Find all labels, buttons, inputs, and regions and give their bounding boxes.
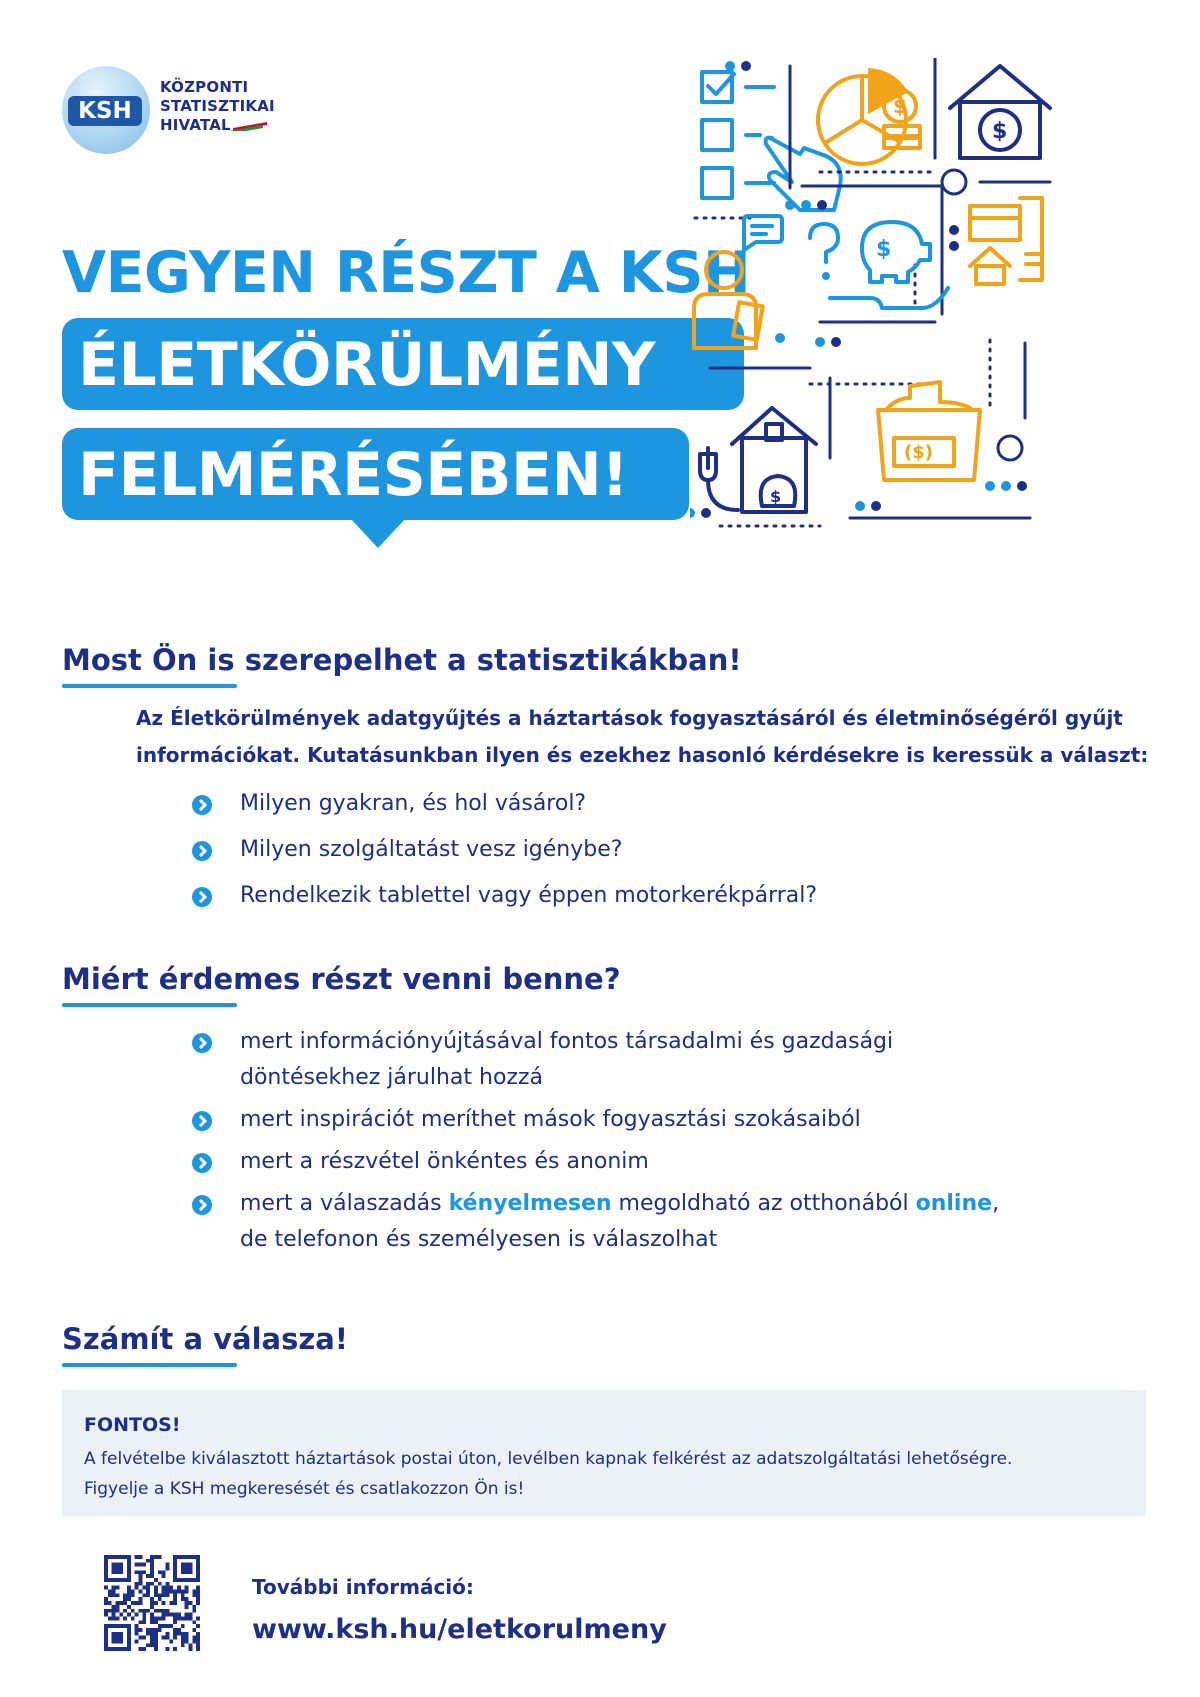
highlight-online: online: [915, 1191, 993, 1216]
list-item: [192, 1186, 1140, 1258]
list-item-text-1: mert a válaszadás: [240, 1191, 449, 1216]
list-item-text: mert inspirációt meríthet mások fogyasztási szokásaiból: [240, 1107, 861, 1132]
list-item-text-2: megoldható az otthonából: [611, 1191, 916, 1216]
chevron-right-circle-icon: [192, 1195, 212, 1215]
section-2-underline: [62, 1003, 237, 1007]
logo-line-1: KÖZPONTI: [160, 78, 249, 96]
section-1-title: Most Ön is szerepelhet a statisztikákban!: [62, 643, 742, 677]
section-2-title: Miért érdemes részt venni benne?: [62, 962, 621, 996]
house-dollar-icon: [950, 66, 1050, 158]
list-item-text: Rendelkezik tablettel vagy éppen motorkerékpárral?: [240, 883, 818, 908]
list-item-text: mert információnyújtásával fontos társadalmi és gazdasági döntésekhez járulhat hozzá: [240, 1029, 894, 1090]
section-3-title: Számít a válasza!: [62, 1322, 349, 1356]
highlight-comfortably: kényelmesen: [448, 1191, 612, 1216]
svg-text:$: $: [992, 119, 1008, 144]
svg-text:$: $: [876, 237, 892, 262]
section-2-list: [192, 1024, 1000, 1258]
logo-badge: KSH: [68, 96, 142, 126]
more-info-label: További információ:: [252, 1575, 474, 1599]
logo-line-3: HIVATAL: [160, 116, 231, 134]
list-item-text: Milyen gyakran, és hol vásárol?: [240, 791, 587, 816]
list-item-text-4: de telefonon és személyesen is válaszolhat: [240, 1227, 718, 1252]
list-item: [192, 1102, 912, 1138]
list-item: [192, 1144, 912, 1180]
notice-title: FONTOS!: [84, 1414, 181, 1436]
chevron-right-circle-icon: [192, 841, 212, 861]
notice-line-1: A felvételbe kiválasztott háztartások postai úton, levélben kapnak felkérést az adatszolgáltatási lehetőségre.: [84, 1449, 1013, 1469]
calendar-bills-icon: [970, 198, 1042, 284]
ksh-logo: [62, 62, 302, 158]
notice-text: [84, 1444, 1134, 1504]
person-tablet-icon: [694, 252, 763, 348]
section-1-underline: [62, 684, 237, 688]
speech-pointer: [350, 518, 406, 548]
section-3-underline: [62, 1363, 237, 1367]
list-item: [192, 786, 1092, 822]
notice-line-2: Figyelje a KSH megkeresését és csatlakozzon Ön is!: [84, 1479, 525, 1499]
chevron-right-circle-icon: [192, 887, 212, 907]
headline-line-1: VEGYEN RÉSZT A KSH: [62, 240, 751, 306]
piggy-bank-hand-icon: [810, 222, 948, 308]
chevron-right-circle-icon: [192, 795, 212, 815]
list-item: [192, 1024, 912, 1096]
list-item-text-3: ,: [992, 1191, 1000, 1216]
chevron-right-circle-icon: [192, 1111, 212, 1131]
svg-text:$: $: [770, 487, 782, 506]
list-item-text: Milyen szolgáltatást vesz igénybe?: [240, 837, 623, 862]
house-plug-icon: [700, 408, 816, 512]
chat-bubble-icon: [744, 216, 782, 250]
qr-code-icon[interactable]: [104, 1555, 200, 1651]
pie-chart-icon: [818, 68, 920, 164]
chevron-right-circle-icon: [192, 1153, 212, 1173]
logo-line-2: STATISZTIKAI: [160, 97, 275, 115]
headline-line-3: FELMÉRÉSÉBEN!: [62, 428, 689, 520]
section-1-list: [192, 786, 1092, 914]
headline-line-2: ÉLETKÖRÜLMÉNY: [62, 318, 744, 410]
chevron-right-circle-icon: [192, 1033, 212, 1053]
shopping-basket-icon: [878, 382, 980, 480]
list-item-text: mert a részvétel önkéntes és anonim: [240, 1149, 649, 1174]
section-1-intro: Az Életkörülmények adatgyűjtés a háztartások fogyasztásáról és életminőségéről gyűjt információkat. Kutatásunkban ilyen és ezekhez hasonló kérdésekre is keressük a választ:: [136, 706, 1149, 767]
svg-text:($): ($): [904, 442, 933, 463]
checklist-icon: [702, 72, 841, 210]
survey-illustration: [690, 58, 1160, 578]
list-item: [192, 878, 1092, 914]
flag-stripe-icon: [229, 122, 267, 131]
more-info-link[interactable]: www.ksh.hu/eletkorulmeny: [252, 1614, 667, 1645]
svg-text:$: $: [893, 94, 907, 118]
list-item: [192, 832, 1092, 868]
